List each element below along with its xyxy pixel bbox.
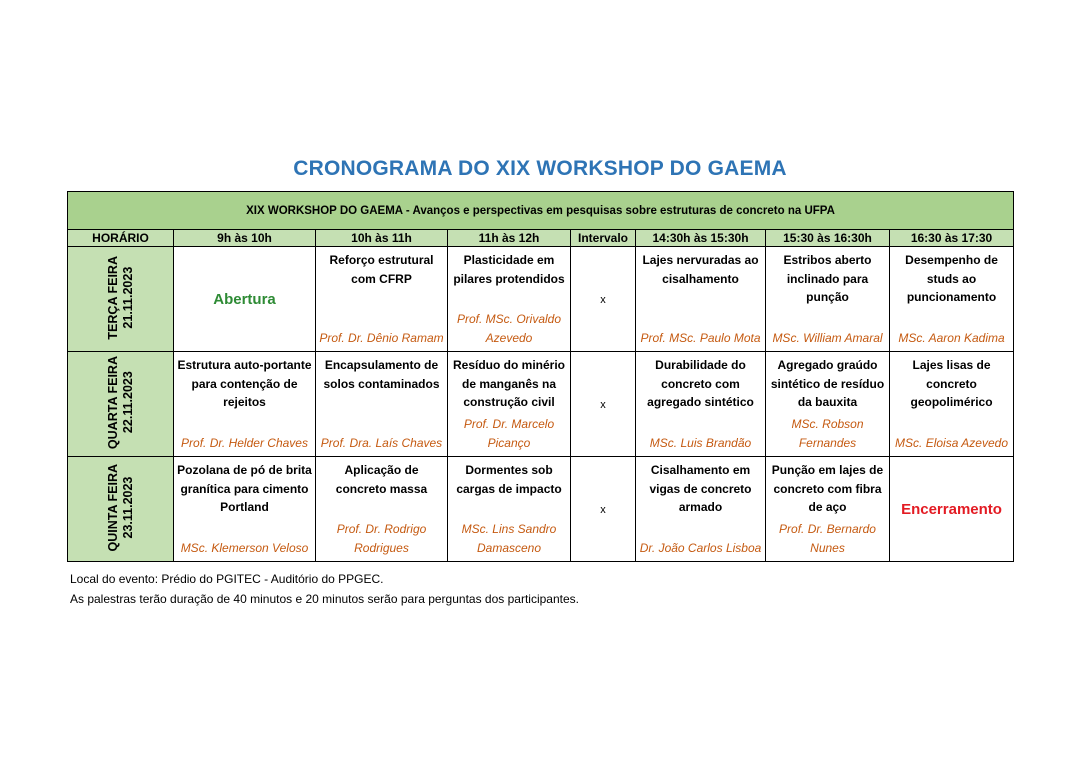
talk-topic: Resíduo do minério de manganês na construção civil [452,358,565,409]
interval-cell [571,457,636,562]
talk-speaker: Prof. Dr. Helder Chaves [181,435,308,450]
talk-topic: Lajes lisas de concreto geopolimérico [910,358,993,409]
day-date: 22.11.2023 [120,371,135,434]
talk-topic: Pozolana de pó de brita granítica para cimento Portland [177,463,312,514]
footer-location: Local do evento: Prédio do PGITEC - Auditório do PPGEC. [70,572,384,586]
talk-topic: Estribos aberto inclinado para punção [783,253,872,304]
header-slot-4: 14:30h às 15:30h [636,230,766,247]
talk-speaker: Prof. Dr. Marcelo Picanço [463,417,555,450]
talk-speaker: MSc. Eloisa Azevedo [895,435,1008,450]
header-row [68,230,1014,247]
talk-cell [174,457,316,562]
talk-topic: Encapsulamento de solos contaminados [323,358,440,391]
day-label-tuesday [68,247,174,352]
talk-topic: Cisalhamento em vigas de concreto armado [649,463,752,514]
interval-cell [571,352,636,457]
interval-mark: x [600,504,606,516]
talk-cell [766,352,890,457]
day-weekday: QUARTA FEIRA [105,355,120,450]
talk-speaker: Prof. Dr. Dênio Ramam [319,330,444,345]
talk-cell [316,457,448,562]
header-slot-5: 15:30 às 16:30h [766,230,890,247]
day-weekday: TERÇA FEIRA [105,255,120,340]
header-slot-1: 9h às 10h [174,230,316,247]
day-weekday: QUINTA FEIRA [105,463,120,552]
talk-speaker: Prof. MSc. Paulo Mota [640,330,761,345]
day-row-thursday [68,457,1014,562]
talk-cell [636,457,766,562]
talk-cell [316,247,448,352]
closing-label: Encerramento [901,500,1002,518]
opening-label: Abertura [213,290,276,308]
page-title: CRONOGRAMA DO XIX WORKSHOP DO GAEMA [293,157,787,180]
talk-speaker: MSc. Luis Brandão [649,435,752,450]
interval-mark: x [600,294,606,306]
talk-speaker: MSc. Klemerson Veloso [180,540,309,555]
talk-topic: Plasticidade em pilares protendidos [453,253,565,286]
talk-speaker: MSc. Robson Fernandes [791,417,864,450]
talk-speaker: Prof. MSc. Orivaldo Azevedo [456,312,562,345]
talk-speaker: Prof. Dra. Laís Chaves [320,435,443,450]
talk-cell [766,247,890,352]
talk-topic: Punção em lajes de concreto com fibra de aço [771,463,884,514]
talk-cell [890,352,1014,457]
day-row-tuesday [68,247,1014,352]
talk-topic: Agregado graúdo sintético de resíduo da bauxita [770,358,885,409]
talk-cell [448,352,571,457]
talk-topic: Lajes nervuradas ao cisalhamento [642,253,759,286]
talk-speaker: Prof. Dr. Rodrigo Rodrigues [336,522,427,555]
interval-cell [571,247,636,352]
day-row-wednesday [68,352,1014,457]
header-slot-2: 10h às 11h [316,230,448,247]
closing-cell [890,457,1014,562]
talk-speaker: MSc. Lins Sandro Damasceno [461,522,557,555]
talk-topic: Desempenho de studs ao puncionamento [905,253,998,304]
day-label-wednesday [68,352,174,457]
footer-note: As palestras terão duração de 40 minutos e 20 minutos serão para perguntas dos participantes. [70,592,579,606]
banner-text: XIX WORKSHOP DO GAEMA - Avanços e perspectivas em pesquisas sobre estruturas de concreto na UFPA [68,192,1014,230]
day-date: 23.11.2023 [120,476,135,539]
talk-cell [448,247,571,352]
header-horario: HORÁRIO [68,230,174,247]
schedule-table [67,191,1014,562]
talk-cell [890,247,1014,352]
talk-topic: Aplicação de concreto massa [335,463,428,496]
talk-cell [766,457,890,562]
talk-topic: Estrutura auto-portante para contenção de rejeitos [177,358,312,409]
header-slot-3: 11h às 12h [448,230,571,247]
header-slot-6: 16:30 às 17:30 [890,230,1014,247]
talk-cell [636,247,766,352]
talk-cell [316,352,448,457]
talk-speaker: Dr. João Carlos Lisboa [639,540,762,555]
header-intervalo: Intervalo [571,230,636,247]
talk-cell [636,352,766,457]
banner-row [68,192,1014,230]
opening-cell [174,247,316,352]
day-label-thursday [68,457,174,562]
day-date: 21.11.2023 [120,266,135,329]
talk-topic: Durabilidade do concreto com agregado sintético [647,358,754,409]
talk-speaker: Prof. Dr. Bernardo Nunes [779,522,876,555]
talk-speaker: MSc. William Amaral [772,330,883,345]
talk-topic: Reforço estrutural com CFRP [329,253,434,286]
interval-mark: x [600,399,606,411]
talk-cell [174,352,316,457]
talk-cell [448,457,571,562]
talk-speaker: MSc. Aaron Kadima [898,330,1005,345]
talk-topic: Dormentes sob cargas de impacto [456,463,562,496]
